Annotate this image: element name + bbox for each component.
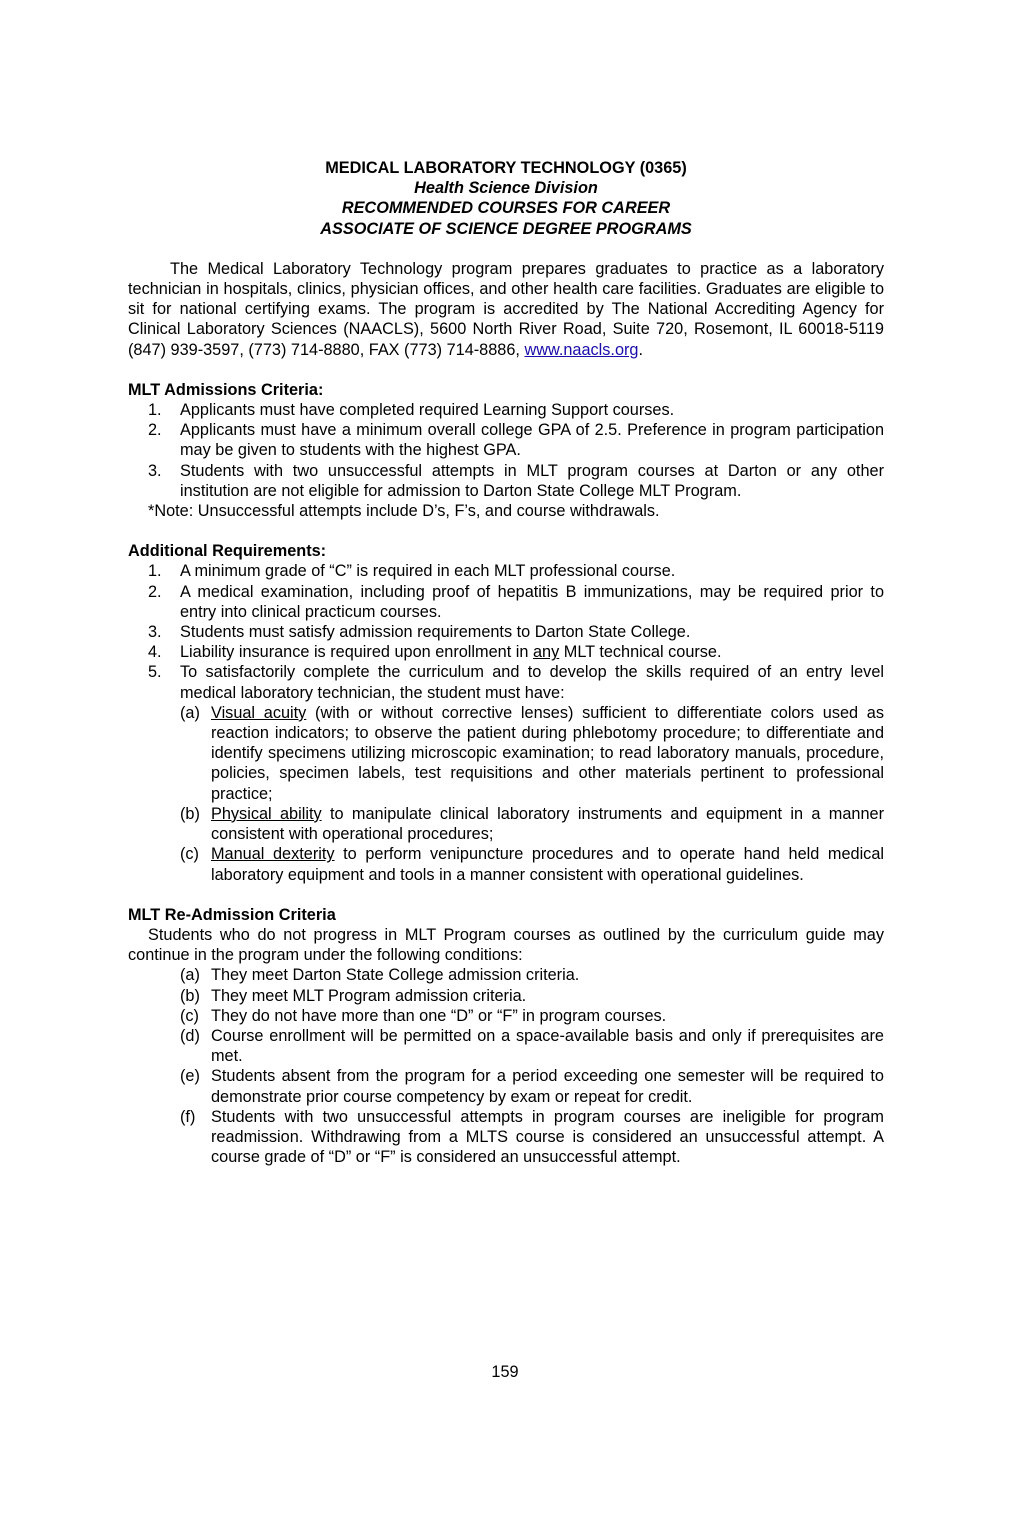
division-title: Health Science Division xyxy=(414,179,598,198)
list-number: 1. xyxy=(148,401,162,420)
readmission-heading: MLT Re-Admission Criteria xyxy=(128,905,336,924)
sub-letter: (b) xyxy=(180,804,200,823)
sub-letter: (a) xyxy=(180,703,200,722)
subtitle-line: RECOMMENDED COURSES FOR CAREER xyxy=(341,199,671,218)
sub-letter: (d) xyxy=(180,1026,200,1045)
sub-list-item xyxy=(128,703,884,804)
list-number: 2. xyxy=(148,582,162,601)
underlined-term: Visual acuity xyxy=(211,703,307,722)
readmission-intro: Students who do not progress in MLT Program courses as outlined by the curriculum guide may continue in the program under the following conditions: xyxy=(128,925,884,965)
sub-list-item xyxy=(128,1026,884,1066)
admissions-note: *Note: Unsuccessful attempts include D’s, F’s, and course withdrawals. xyxy=(148,502,660,521)
list-number: 4. xyxy=(148,643,162,662)
list-item xyxy=(128,622,884,642)
sub-letter: (e) xyxy=(180,1067,200,1086)
list-item xyxy=(128,461,884,501)
list-number: 5. xyxy=(148,663,162,682)
sub-letter: (a) xyxy=(180,966,200,985)
list-number: 2. xyxy=(148,421,162,440)
underlined-word: any xyxy=(532,643,560,662)
subtitle-line: ASSOCIATE OF SCIENCE DEGREE PROGRAMS xyxy=(320,219,692,238)
sub-list-item xyxy=(128,965,884,985)
title-block xyxy=(128,158,884,239)
list-text: To satisfactorily complete the curriculum and to develop the skills required of an entry level medical laboratory technician, the student must have: xyxy=(180,663,884,702)
sub-list-item xyxy=(128,1006,884,1026)
intro-text: The Medical Laboratory Technology program prepares graduates to practice as a laboratory technician in hospitals, clinics, physician offices, and other health care facilities. Graduates are eligible to sit for national certifying exams. The program is accredited by The National Accrediting Agency for Clinical Laboratory Sciences (NAACLS), 5600 North River Road, Suite 720, Rosemont, IL 60018-5119 (847) 939-3597, (773) 714-8880, FAX (773) 714-8886, xyxy=(128,259,884,359)
sub-letter: (c) xyxy=(180,845,199,864)
intro-end: . xyxy=(638,340,644,359)
sub-text: They do not have more than one “D” or “F” in program courses. xyxy=(211,1006,667,1025)
list-item xyxy=(128,420,884,460)
document-page xyxy=(128,158,884,1167)
sub-text: to manipulate clinical laboratory instruments and equipment in a manner consistent with operational procedures; xyxy=(211,804,885,844)
sub-list-item xyxy=(128,1107,884,1168)
underlined-term: Physical ability xyxy=(211,804,322,823)
sub-list-item xyxy=(128,986,884,1006)
sub-list-item xyxy=(128,844,884,884)
sub-list-item xyxy=(128,1066,884,1106)
sub-text: They meet Darton State College admission criteria. xyxy=(211,966,580,985)
sub-list-item xyxy=(128,804,884,844)
sub-text: (with or without corrective lenses) sufficient to differentiate colors used as reaction indicators; to observe the patient during phlebotomy procedure; to differentiate and identify specimens utilizing microscopic examination; to read laboratory manuals, procedure, policies, specimen labels, test requisitions and other materials pertinent to professional practice; xyxy=(211,703,884,803)
additional-heading: Additional Requirements: xyxy=(128,542,327,561)
list-number: 3. xyxy=(148,461,162,480)
list-item xyxy=(128,400,884,420)
page-number: 159 xyxy=(491,1363,519,1381)
naacls-link[interactable]: www.naacls.org xyxy=(524,340,639,359)
list-item xyxy=(128,561,884,581)
intro-paragraph xyxy=(128,259,884,360)
sub-text: Students absent from the program for a period exceeding one semester will be required to demonstrate prior course competency by exam or repeat for credit. xyxy=(211,1067,884,1106)
sub-letter: (c) xyxy=(180,1006,199,1025)
list-text: Applicants must have a minimum overall college GPA of 2.5. Preference in program participation may be given to students with the highest GPA. xyxy=(180,421,884,460)
list-number: 3. xyxy=(148,623,162,642)
underlined-term: Manual dexterity xyxy=(211,845,335,864)
list-text: Applicants must have completed required Learning Support courses. xyxy=(180,401,675,420)
sub-text: They meet MLT Program admission criteria. xyxy=(211,986,527,1005)
list-item xyxy=(128,642,884,662)
list-text: A medical examination, including proof of hepatitis B immunizations, may be required prior to entry into clinical practicum courses. xyxy=(180,582,884,621)
program-title: MEDICAL LABORATORY TECHNOLOGY (0365) xyxy=(325,159,687,177)
sub-text: Students with two unsuccessful attempts in program courses are ineligible for program readmission. Withdrawing from a MLTS course is considered an unsuccessful attempt. A course grade of “D” or “F” is considered an unsuccessful attempt. xyxy=(211,1107,884,1167)
admissions-heading: MLT Admissions Criteria: xyxy=(128,380,324,399)
list-number: 1. xyxy=(148,562,162,581)
list-item xyxy=(128,582,884,622)
list-text: Students must satisfy admission requirements to Darton State College. xyxy=(180,623,691,642)
sub-letter: (b) xyxy=(180,986,200,1005)
list-text: MLT technical course. xyxy=(559,643,722,662)
list-text: A minimum grade of “C” is required in each MLT professional course. xyxy=(180,562,676,581)
list-text: Students with two unsuccessful attempts in MLT program courses at Darton or any other institution are not eligible for admission to Darton State College MLT Program. xyxy=(180,461,884,500)
list-text: Liability insurance is required upon enrollment in xyxy=(180,643,533,662)
sub-letter: (f) xyxy=(180,1107,196,1126)
sub-text: Course enrollment will be permitted on a space-available basis and only if prerequisites are met. xyxy=(211,1026,884,1066)
sub-text: to perform venipuncture procedures and to operate hand held medical laboratory equipment and tools in a manner consistent with operational guidelines. xyxy=(211,845,884,884)
list-item xyxy=(128,662,884,702)
